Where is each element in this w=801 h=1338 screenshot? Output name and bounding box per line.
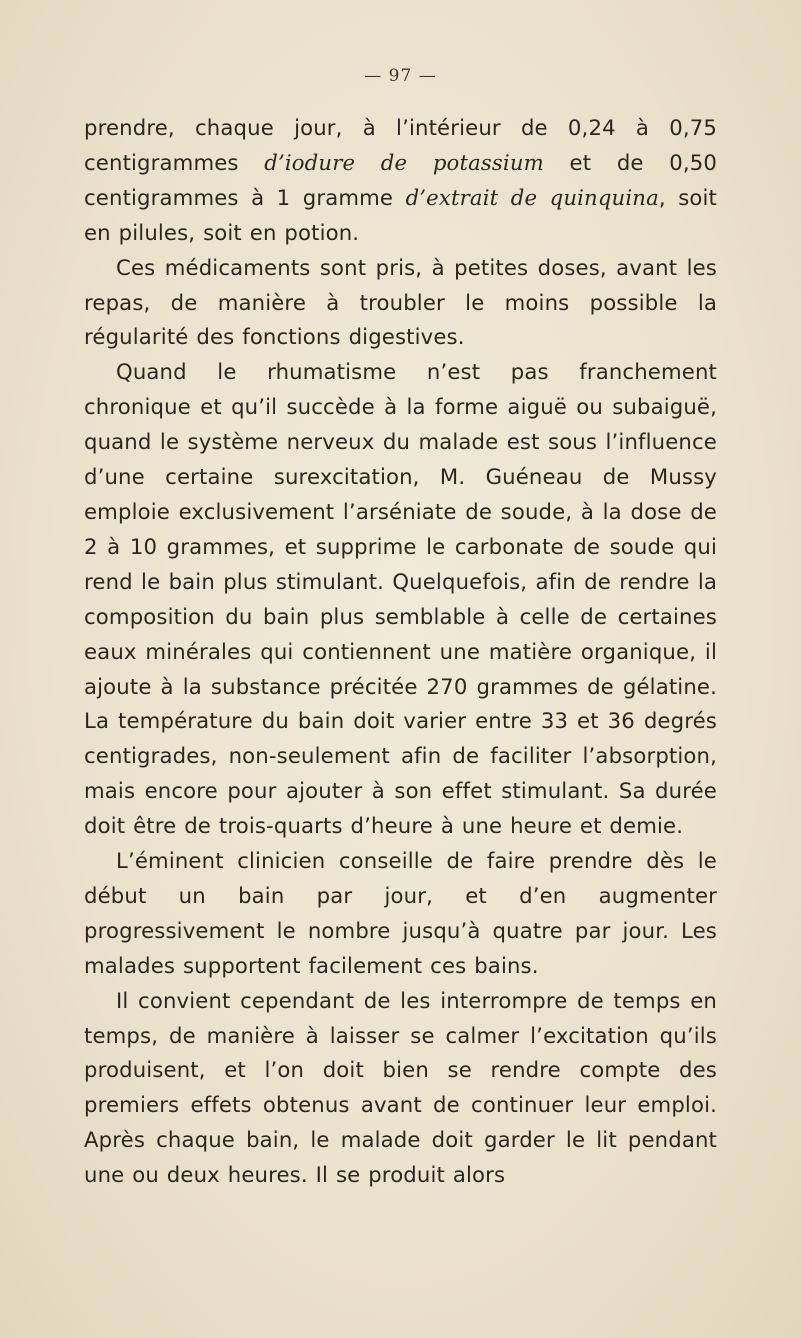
paragraph <box>84 111 717 251</box>
text-run-italic: d’iodure de potassium <box>264 149 544 175</box>
text-run: prendre, chaque jour, à l’intérieur de 0,24 à 0,75 centigrammes <box>84 115 717 175</box>
text-run: , soit en pilules, soit en potion. <box>84 184 718 245</box>
paragraph <box>84 984 717 1193</box>
text-run: Ces médicaments sont pris, à petites doses, avant les repas, de manière à troubler le moins possible la régularité des fonctions digestives. <box>84 254 717 350</box>
page-number: — 97 — <box>364 66 437 86</box>
text-run: et de 0,50 centigrammes à 1 gramme <box>84 149 718 210</box>
paragraph <box>84 355 717 844</box>
paragraph <box>84 844 717 984</box>
body-text <box>84 111 717 1193</box>
paragraph <box>84 251 717 356</box>
text-run: L’éminent clinicien conseille de faire prendre dès le début un bain par jour, et d’en augmenter progressivement le nombre jusqu’à quatre par jour. Les malades supportent facilement ces bains. <box>84 848 717 978</box>
text-run: Quand le rhumatisme n’est pas franchement chronique et qu’il succède à la forme aiguë ou subaiguë, quand le système nerveux du malade est sous l’influence d’une certaine surexcitation, M. Guéneau de Mussy emploie exclusivement l’arséniate de soude, à la dose de 2 à 10 grammes, et supprime le carbonate de soude qui rend le bain plus stimulant. Quelquefois, afin de rendre la composition du bain plus semblable à celle de certaines eaux minérales qui contiennent une matière organique, il ajoute à la substance précitée 270 grammes de gélatine. La température du bain doit varier entre 33 et 36 degrés centigrades, non-seulement afin de faciliter l’absorption, mais encore pour ajouter à son effet stimulant. Sa durée doit être de trois-quarts d’heure à une heure et demie. <box>84 359 717 839</box>
text-run-italic: d’extrait de quinquina <box>405 184 659 210</box>
text-run: Il convient cependant de les interrompre de temps en temps, de manière à laisser se calmer l’excitation qu’ils produisent, et l’on doit bien se rendre compte des premiers effets obtenus avant de continuer leur emploi. Après chaque bain, le malade doit garder le lit pendant une ou deux heures. Il se produit alors <box>84 987 717 1188</box>
